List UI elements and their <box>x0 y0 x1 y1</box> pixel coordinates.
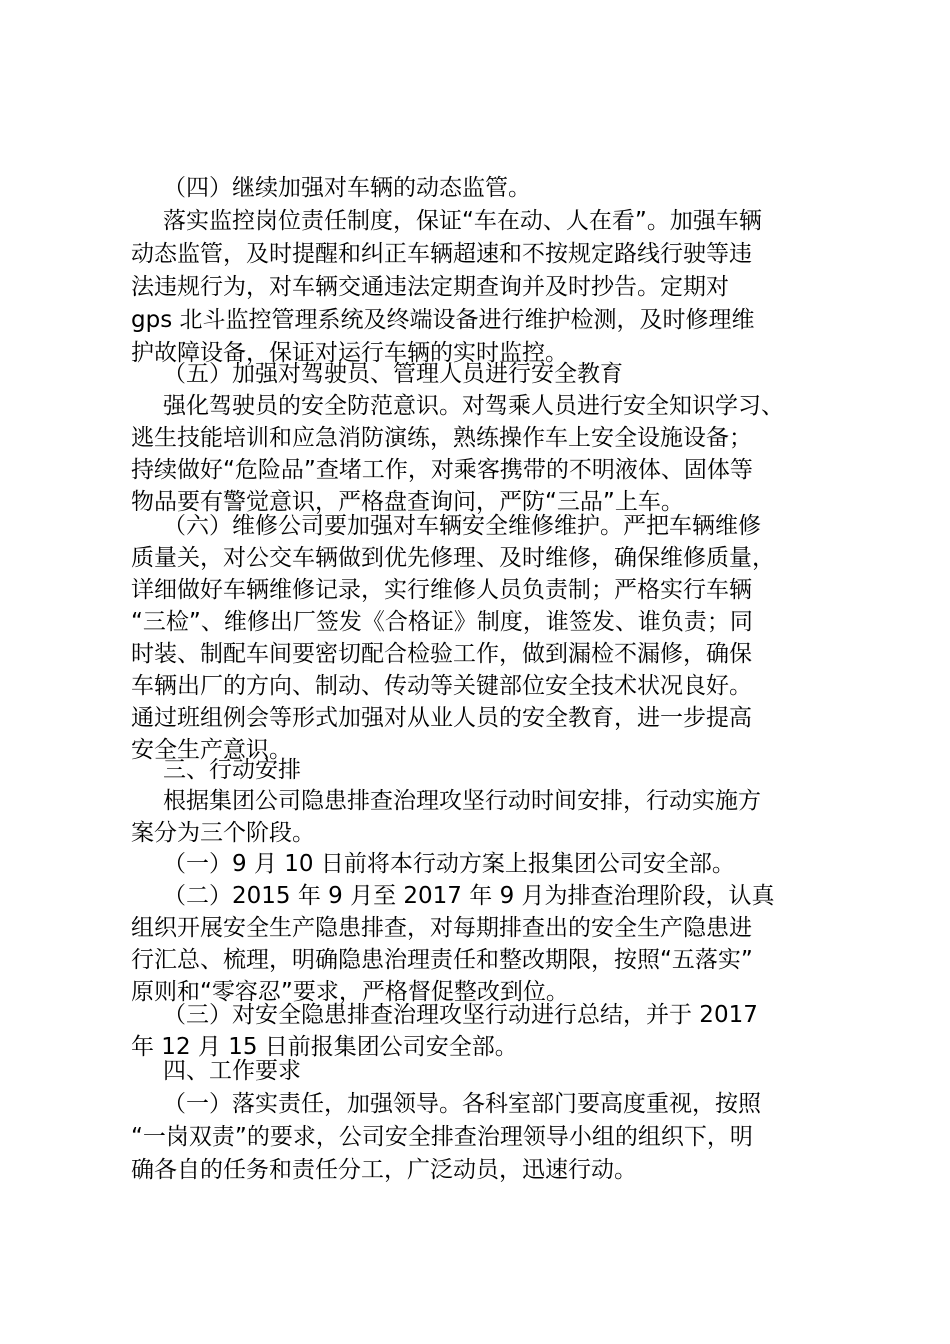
paragraph-line: 质量关，对公交车辆做到优先修理、及时维修，确保维修质量， <box>131 545 775 571</box>
paragraph-line: 强化驾驶员的安全防范意识。对驾乘人员进行安全知识学习、 <box>163 393 784 419</box>
paragraph-line: 确各自的任务和责任分工，广泛动员，迅速行动。 <box>131 1157 637 1183</box>
heading-work-requirements: 四、工作要求 <box>163 1058 301 1084</box>
list-item: （一）落实责任，加强领导。各科室部门要高度重视，按照 <box>163 1091 761 1117</box>
paragraph-line: 年 12 月 15 日前报集团公司安全部。 <box>131 1034 518 1060</box>
paragraph-line: 详细做好车辆维修记录，实行维修人员负责制；严格实行车辆 <box>131 577 752 603</box>
paragraph-line: 法违规行为，对车辆交通违法定期查询并及时抄告。定期对 <box>131 274 729 300</box>
paragraph-line: 逃生技能培训和应急消防演练，熟练操作车上安全设施设备； <box>131 425 752 451</box>
paragraph-line: 根据集团公司隐患排查治理攻坚行动时间安排，行动实施方 <box>163 788 761 814</box>
paragraph-line: 持续做好“危险品”查堵工作，对乘客携带的不明液体、固体等 <box>131 457 753 483</box>
paragraph-line: 案分为三个阶段。 <box>131 820 315 846</box>
paragraph-line: 组织开展安全生产隐患排查，对每期排查出的安全生产隐患进 <box>131 915 752 941</box>
paragraph-line: 动态监管，及时提醒和纠正车辆超速和不按规定路线行驶等违 <box>131 241 752 267</box>
list-item: （三）对安全隐患排查治理攻坚行动进行总结，并于 2017 <box>163 1002 758 1028</box>
paragraph-line: 车辆出厂的方向、制动、传动等关键部位安全技术状况良好。 <box>131 673 752 699</box>
heading-section-5: （五）加强对驾驶员、管理人员进行安全教育 <box>163 361 623 387</box>
paragraph-line: 落实监控岗位责任制度，保证“车在动、人在看”。加强车辆 <box>163 208 762 234</box>
paragraph-line: gps 北斗监控管理系统及终端设备进行维护检测，及时修理维 <box>131 307 755 333</box>
paragraph-line: 安全生产意识。 <box>131 737 292 763</box>
list-item: （二）2015 年 9 月至 2017 年 9 月为排查治理阶段，认真 <box>163 883 775 909</box>
paragraph-line: “三检”、维修出厂签发《合格证》制度，谁签发、谁负责；同 <box>131 609 753 635</box>
paragraph-line: 原则和“零容忍”要求，严格督促整改到位。 <box>131 979 569 1005</box>
heading-section-6: （六）维修公司要加强对车辆安全维修维护。严把车辆维修 <box>163 513 761 539</box>
paragraph-line: 行汇总、梳理，明确隐患治理责任和整改期限，按照“五落实” <box>131 947 753 973</box>
list-item: （一）9 月 10 日前将本行动方案上报集团公司安全部。 <box>163 851 735 877</box>
paragraph-line: 通过班组例会等形式加强对从业人员的安全教育，进一步提高 <box>131 705 752 731</box>
heading-action-plan: 三、行动安排 <box>163 757 301 783</box>
paragraph-line: 护故障设备，保证对运行车辆的实时监控。 <box>131 340 568 366</box>
paragraph-line: 物品要有警觉意识，严格盘查询问，严防“三品”上车。 <box>131 489 684 515</box>
heading-section-4: （四）继续加强对车辆的动态监管。 <box>163 175 531 201</box>
paragraph-line: “一岗双责”的要求，公司安全排查治理领导小组的组织下，明 <box>131 1124 753 1150</box>
paragraph-line: 时装、制配车间要密切配合检验工作，做到漏检不漏修，确保 <box>131 641 752 667</box>
